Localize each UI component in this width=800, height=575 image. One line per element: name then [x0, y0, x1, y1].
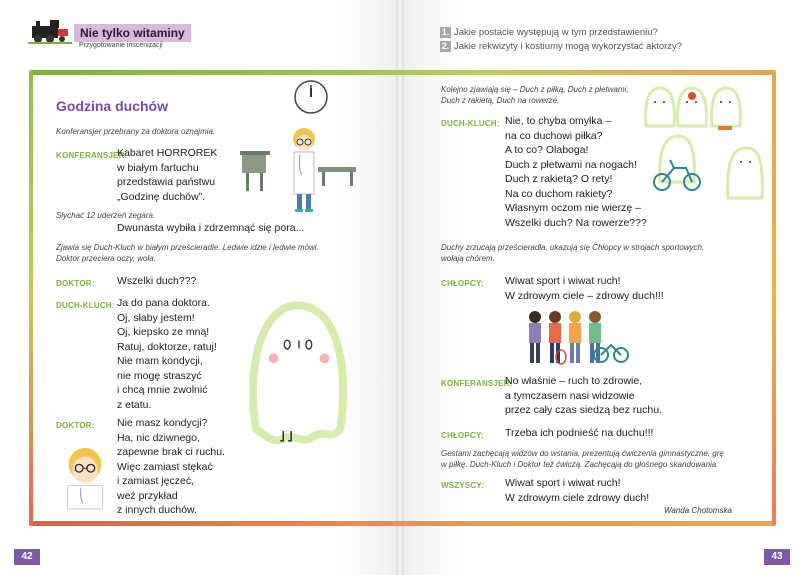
- dialogue-line: Wszelki duch???: [117, 275, 197, 287]
- speaker-label: KONFERANSJER:: [441, 379, 513, 388]
- stage-direction: Konferansjer przebrany za doktora oznajmia.: [56, 127, 216, 136]
- book-gutter: [396, 0, 404, 575]
- dialogue-line: Wiwat sport i wiwat ruch! W zdrowym ciele zdrowy duch!: [505, 477, 650, 504]
- speaker-label: KONFERANSJER:: [56, 151, 128, 160]
- stage-direction: Kolejno zjawiają się – Duch z piłką, Duch z płetwami,: [441, 85, 629, 94]
- frame-border-bottom: [30, 521, 775, 526]
- dialogue-line: No właśnie – ruch to zdrowie, a tymczasem nasi widzowie przez cały czas siedzą bez ruchu.: [505, 375, 662, 416]
- ghost-illustration: [244, 300, 352, 450]
- frame-border-top: [30, 70, 775, 75]
- dialogue-line: Nie masz kondycji? Ha, nic dziwnego, zapewne brak ci ruchu. Więc zamiast stękać i zamiast jęczeć, weź przykład z innych duchów.: [117, 417, 225, 516]
- train-icon: [28, 18, 74, 44]
- clock-icon: [293, 79, 329, 115]
- speaker-label: DOKTOR:: [56, 279, 95, 288]
- stage-direction: Duch z rakietą, Duch na rowerze.: [441, 96, 560, 105]
- speaker-label: DUCH-KLUCH:: [56, 301, 115, 310]
- dialogue-line: Trzeba ich podnieść na duchu!!!: [505, 427, 654, 439]
- dialogue-line: Nie, to chyba omyłka – na co duchowi piłka? A to co? Olaboga! Duch z płetwami na nogach! Duch z rakietą? O rety! Na co duchom rakiety? Własnym oczom nie wierzę – Wszelki duch? Na rowerze???: [505, 115, 647, 229]
- question-text: Jakie rekwizyty i kostiumy mogą wykorzystać aktorzy?: [454, 41, 683, 52]
- chapter-title: Nie tylko witaminy: [74, 24, 191, 42]
- boys-illustration: [521, 306, 631, 368]
- stage-direction: Gestami zachęcają widzów do wstania, prezentują ćwiczenia gimnastyczne, grę: [441, 449, 724, 458]
- stage-direction: w piłkę. Duch-Kluch i Doktor też ćwiczą. Zachęcają do głośnego skandowania.: [441, 460, 719, 469]
- question-2: [440, 40, 682, 54]
- author-name: Wanda Chotomska: [664, 506, 732, 515]
- question-number: 1.: [441, 27, 450, 37]
- stage-direction: Słychać 12 uderzeń zegara.: [56, 211, 156, 220]
- frame-border-right: [772, 70, 776, 526]
- doctor-portrait: [56, 440, 114, 510]
- frame-border-left: [29, 70, 33, 526]
- poem-title: Godzina duchów: [56, 98, 168, 114]
- stage-direction: Zjawia się Duch-Kluch w białym prześcieradle. Ledwie idzie i ledwie mówi.: [56, 243, 319, 252]
- speaker-label: WSZYSCY:: [441, 481, 485, 490]
- dialogue-line: Ja do pana doktora. Oj, słaby jestem! Oj, kiepsko ze mną! Ratuj, doktorze, ratuj! Nie mam kondycji, nie mogę straszyć i chcą mnie zwolnić z etatu.: [117, 297, 217, 411]
- speaker-label: CHŁOPCY:: [441, 431, 484, 440]
- chapter-subtitle: Przygotowanie inscenizacji: [79, 42, 163, 49]
- page-number-left: 42: [14, 549, 40, 565]
- speaker-label: DUCH-KLUCH:: [441, 119, 500, 128]
- stage-direction: Doktor przeciera oczy, woła.: [56, 254, 156, 263]
- page-number-right: 43: [764, 549, 790, 565]
- dialogue-line: Wiwat sport i wiwat ruch! W zdrowym ciele – zdrowy duch!!!: [505, 275, 664, 302]
- speaker-label: DOKTOR:: [56, 421, 95, 430]
- sport-ghosts-illustration: [640, 82, 770, 212]
- doctor-desk-illustration: [238, 118, 358, 220]
- questions: [440, 26, 682, 54]
- stage-direction: Duchy zrzucają prześcieradła, ukazują się Chłopcy w strojach sportowych,: [441, 243, 705, 252]
- stage-direction: wołają chórem.: [441, 254, 495, 263]
- question-text: Jakie postacie występują w tym przedstawieniu?: [454, 27, 658, 38]
- dialogue-line: Dwunasta wybiła i zdrzemnąć się pora...: [117, 222, 305, 234]
- question-number: 2.: [441, 41, 450, 51]
- speaker-label: CHŁOPCY:: [441, 279, 484, 288]
- question-1: [440, 26, 682, 40]
- dialogue-line: Kabaret HORROREK w białym fartuchu przedstawia państwu „Godzinę duchów”.: [117, 147, 218, 203]
